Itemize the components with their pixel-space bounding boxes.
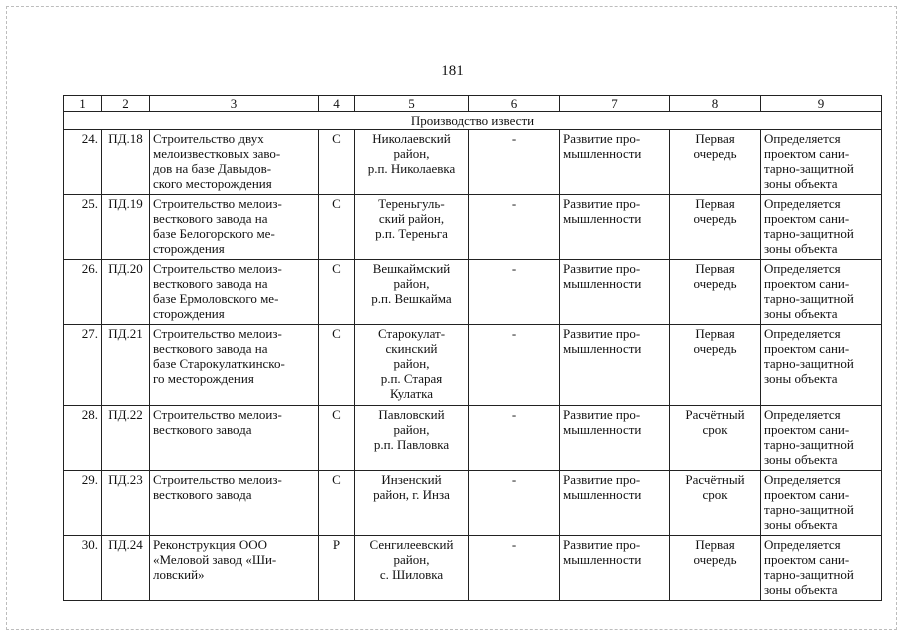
object-location-text: Вешкаймский район, р.п. Вешкайма xyxy=(371,261,452,306)
column-6-value xyxy=(469,536,560,601)
row-number xyxy=(64,130,102,195)
row-number xyxy=(64,325,102,406)
sanitary-zone xyxy=(761,260,882,325)
object-location xyxy=(355,130,469,195)
sanitary-zone xyxy=(761,536,882,601)
column-6-value xyxy=(469,471,560,536)
object-purpose xyxy=(560,406,670,471)
table-row xyxy=(64,471,882,536)
table-row xyxy=(64,260,882,325)
object-name-text: Строительство мелоиз- весткового завода xyxy=(153,407,282,437)
sanitary-zone xyxy=(761,471,882,536)
sanitary-zone xyxy=(761,195,882,260)
column-6-value-text: - xyxy=(511,261,517,276)
sanitary-zone-text: Определяется проектом сани- тарно-защитной зоны объекта xyxy=(764,326,854,386)
implementation-stage xyxy=(670,195,761,260)
column-header: 4 xyxy=(319,96,355,112)
sanitary-zone xyxy=(761,130,882,195)
table-row xyxy=(64,130,882,195)
implementation-stage xyxy=(670,260,761,325)
object-name xyxy=(150,406,319,471)
object-location-text: Инзенский район, г. Инза xyxy=(373,472,450,502)
object-code-text: ПД.23 xyxy=(108,472,143,487)
sanitary-zone-text: Определяется проектом сани- тарно-защитной зоны объекта xyxy=(764,407,854,467)
table-row xyxy=(64,325,882,406)
row-number-text: 29. xyxy=(81,472,98,487)
row-number xyxy=(64,536,102,601)
column-6-value xyxy=(469,195,560,260)
object-purpose xyxy=(560,325,670,406)
object-type xyxy=(319,195,355,260)
object-name-text: Строительство мелоиз- весткового завода xyxy=(153,472,282,502)
object-code-text: ПД.22 xyxy=(108,407,143,422)
column-header: 5 xyxy=(355,96,469,112)
object-type-text: С xyxy=(332,131,341,146)
implementation-stage xyxy=(670,130,761,195)
column-6-value xyxy=(469,325,560,406)
object-name xyxy=(150,536,319,601)
implementation-stage-text: Первая очередь xyxy=(693,196,737,226)
object-purpose xyxy=(560,195,670,260)
column-6-value-text: - xyxy=(511,407,517,422)
row-number-text: 26. xyxy=(81,261,98,276)
column-6-value-text: - xyxy=(511,131,517,146)
object-type-text: С xyxy=(332,261,341,276)
sanitary-zone-text: Определяется проектом сани- тарно-защитной зоны объекта xyxy=(764,196,854,256)
column-6-value-text: - xyxy=(511,537,517,552)
section-row xyxy=(64,112,882,130)
object-location xyxy=(355,195,469,260)
column-header: 1 xyxy=(64,96,102,112)
object-code xyxy=(102,260,150,325)
implementation-stage-text: Расчётный срок xyxy=(685,407,745,437)
implementation-stage-text: Расчётный срок xyxy=(685,472,745,502)
column-header: 9 xyxy=(761,96,882,112)
column-header: 7 xyxy=(560,96,670,112)
object-location-text: Николаевский район, р.п. Николаевка xyxy=(367,131,456,176)
object-location-text: Павловский район, р.п. Павловка xyxy=(373,407,450,452)
object-code-text: ПД.24 xyxy=(108,537,143,552)
object-code xyxy=(102,536,150,601)
column-header: 8 xyxy=(670,96,761,112)
object-name-text: Строительство двух мелоизвестковых заво- дов на базе Давыдов- ского месторождения xyxy=(153,131,281,191)
table-row xyxy=(64,195,882,260)
object-purpose-text: Развитие про- мышленности xyxy=(563,131,642,161)
row-number xyxy=(64,195,102,260)
object-purpose-text: Развитие про- мышленности xyxy=(563,472,642,502)
row-number-text: 30. xyxy=(81,537,98,552)
table-row xyxy=(64,536,882,601)
object-type-text: С xyxy=(332,326,341,341)
implementation-stage xyxy=(670,325,761,406)
object-code-text: ПД.20 xyxy=(108,261,143,276)
object-location xyxy=(355,260,469,325)
object-purpose xyxy=(560,471,670,536)
object-name-text: Реконструкция ООО «Меловой завод «Ши- ловский» xyxy=(153,537,277,582)
object-location-text: Сенгилеевский район, с. Шиловка xyxy=(369,537,454,582)
object-type-text: С xyxy=(332,472,341,487)
column-6-value-text: - xyxy=(511,326,517,341)
object-type-text: С xyxy=(332,196,341,211)
implementation-stage xyxy=(670,406,761,471)
column-header: 6 xyxy=(469,96,560,112)
header-row xyxy=(64,96,882,112)
object-location xyxy=(355,406,469,471)
object-type xyxy=(319,406,355,471)
row-number-text: 27. xyxy=(81,326,98,341)
object-type-text: С xyxy=(332,407,341,422)
column-6-value xyxy=(469,260,560,325)
object-name-text: Строительство мелоиз- весткового завода на базе Ермоловского ме- сторождения xyxy=(153,261,282,321)
row-number xyxy=(64,260,102,325)
implementation-stage-text: Первая очередь xyxy=(693,537,737,567)
object-name xyxy=(150,260,319,325)
object-name xyxy=(150,471,319,536)
object-purpose xyxy=(560,260,670,325)
column-6-value xyxy=(469,130,560,195)
implementation-stage-text: Первая очередь xyxy=(693,131,737,161)
object-name-text: Строительство мелоиз- весткового завода на базе Старокулаткинско- го месторождения xyxy=(153,326,285,386)
object-purpose-text: Развитие про- мышленности xyxy=(563,261,642,291)
row-number-text: 24. xyxy=(81,131,98,146)
column-6-value-text: - xyxy=(511,472,517,487)
object-location xyxy=(355,536,469,601)
object-location-text: Старокулат- скинский район, р.п. Старая Кулатка xyxy=(377,326,446,401)
object-purpose xyxy=(560,130,670,195)
object-type xyxy=(319,536,355,601)
sanitary-zone-text: Определяется проектом сани- тарно-защитной зоны объекта xyxy=(764,472,854,532)
object-type-text: Р xyxy=(332,537,341,552)
object-purpose xyxy=(560,536,670,601)
object-name xyxy=(150,195,319,260)
sanitary-zone-text: Определяется проектом сани- тарно-защитной зоны объекта xyxy=(764,537,854,597)
sanitary-zone-text: Определяется проектом сани- тарно-защитной зоны объекта xyxy=(764,131,854,191)
object-location-text: Тереньгуль- ский район, р.п. Тереньга xyxy=(375,196,448,241)
object-location xyxy=(355,325,469,406)
object-purpose-text: Развитие про- мышленности xyxy=(563,407,642,437)
column-6-value xyxy=(469,406,560,471)
object-name xyxy=(150,325,319,406)
object-code xyxy=(102,195,150,260)
sanitary-zone xyxy=(761,325,882,406)
object-type xyxy=(319,130,355,195)
page-number: 181 xyxy=(441,63,464,79)
object-purpose-text: Развитие про- мышленности xyxy=(563,196,642,226)
object-name-text: Строительство мелоиз- весткового завода на базе Белогорского ме- сторождения xyxy=(153,196,282,256)
object-code xyxy=(102,130,150,195)
object-purpose-text: Развитие про- мышленности xyxy=(563,326,642,356)
data-table xyxy=(63,95,882,601)
section-title: Производство извести xyxy=(64,112,882,130)
row-number xyxy=(64,471,102,536)
row-number-text: 25. xyxy=(81,196,98,211)
object-type xyxy=(319,260,355,325)
object-type xyxy=(319,325,355,406)
object-code xyxy=(102,471,150,536)
object-purpose-text: Развитие про- мышленности xyxy=(563,537,642,567)
object-name xyxy=(150,130,319,195)
row-number-text: 28. xyxy=(81,407,98,422)
object-code xyxy=(102,406,150,471)
table-row xyxy=(64,406,882,471)
column-header: 3 xyxy=(150,96,319,112)
object-code-text: ПД.19 xyxy=(108,196,143,211)
sanitary-zone xyxy=(761,406,882,471)
column-header: 2 xyxy=(102,96,150,112)
sanitary-zone-text: Определяется проектом сани- тарно-защитной зоны объекта xyxy=(764,261,854,321)
implementation-stage xyxy=(670,536,761,601)
object-type xyxy=(319,471,355,536)
row-number xyxy=(64,406,102,471)
implementation-stage-text: Первая очередь xyxy=(693,261,737,291)
object-code-text: ПД.21 xyxy=(108,326,143,341)
implementation-stage-text: Первая очередь xyxy=(693,326,737,356)
object-location xyxy=(355,471,469,536)
object-code xyxy=(102,325,150,406)
column-6-value-text: - xyxy=(511,196,517,211)
implementation-stage xyxy=(670,471,761,536)
object-code-text: ПД.18 xyxy=(108,131,143,146)
